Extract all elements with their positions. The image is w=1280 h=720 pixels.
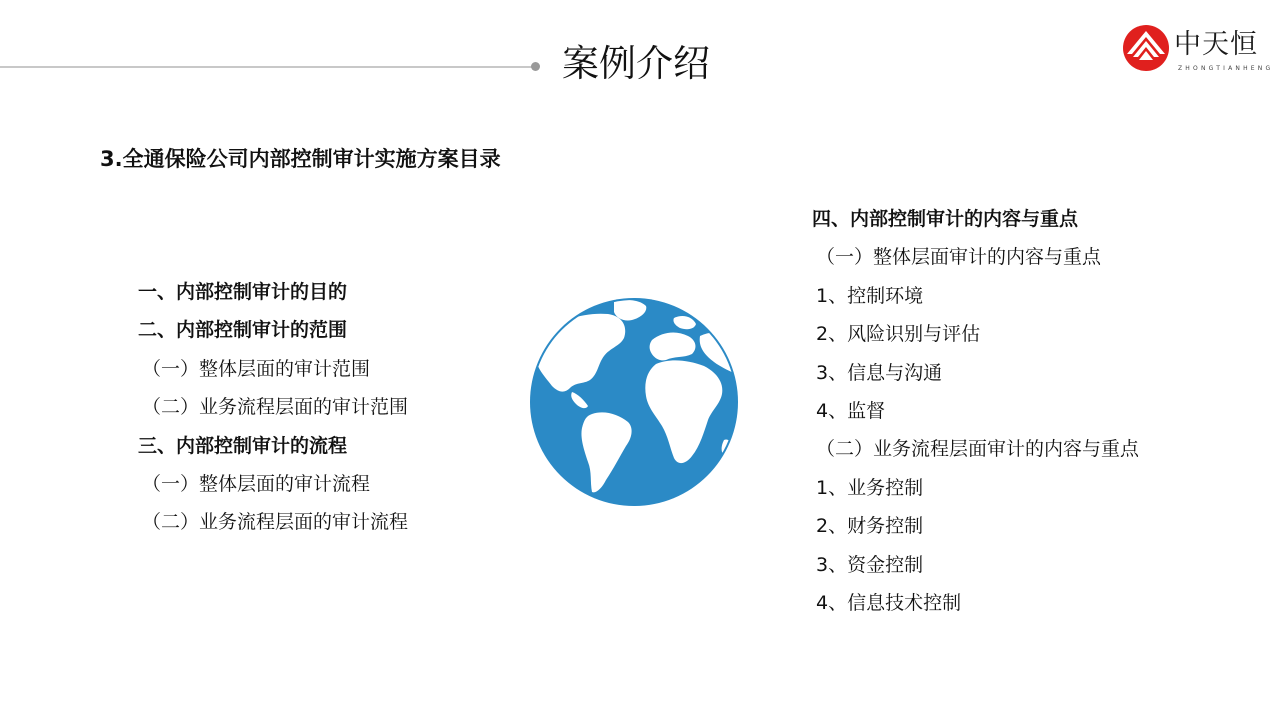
document-heading: 3.全通保险公司内部控制审计实施方案目录 [100,147,501,171]
toc-item: 1、业务控制 [816,476,924,499]
toc-item: 2、风险识别与评估 [816,323,981,346]
toc-item: （一）整体层面审计的内容与重点 [816,246,1102,269]
toc-item: （二）业务流程层面审计的内容与重点 [816,438,1140,461]
toc-item: 四、内部控制审计的内容与重点 [812,208,1079,230]
page-title: 案例介绍 [562,42,710,85]
toc-right-list [812,203,1139,625]
toc-left-list [138,276,408,545]
toc-item: 4、监督 [816,399,886,422]
toc-item: （一）整体层面的审计流程 [142,472,371,495]
toc-item: 4、信息技术控制 [816,591,962,614]
toc-item: 1、控制环境 [816,284,924,307]
logo-name-en: ZHONGTIANHENG [1178,65,1274,72]
toc-item: （一）整体层面的审计范围 [142,357,371,380]
toc-item: 2、财务控制 [816,515,924,538]
toc-item: （二）业务流程层面的审计流程 [142,511,409,534]
toc-item: 三、内部控制审计的流程 [138,434,348,457]
logo-mark-icon [1122,24,1170,72]
toc-item: 3、信息与沟通 [816,361,943,384]
toc-item: 3、资金控制 [816,553,924,576]
company-logo [1122,24,1274,76]
logo-name-cn: 中天恒 [1174,29,1258,60]
toc-item: 二、内部控制审计的范围 [138,319,348,342]
header-divider-line [0,66,534,68]
toc-item: （二）业务流程层面的审计范围 [142,396,409,419]
globe-icon [528,296,740,508]
header-divider-dot [531,62,540,71]
toc-item: 一、内部控制审计的目的 [138,281,348,303]
